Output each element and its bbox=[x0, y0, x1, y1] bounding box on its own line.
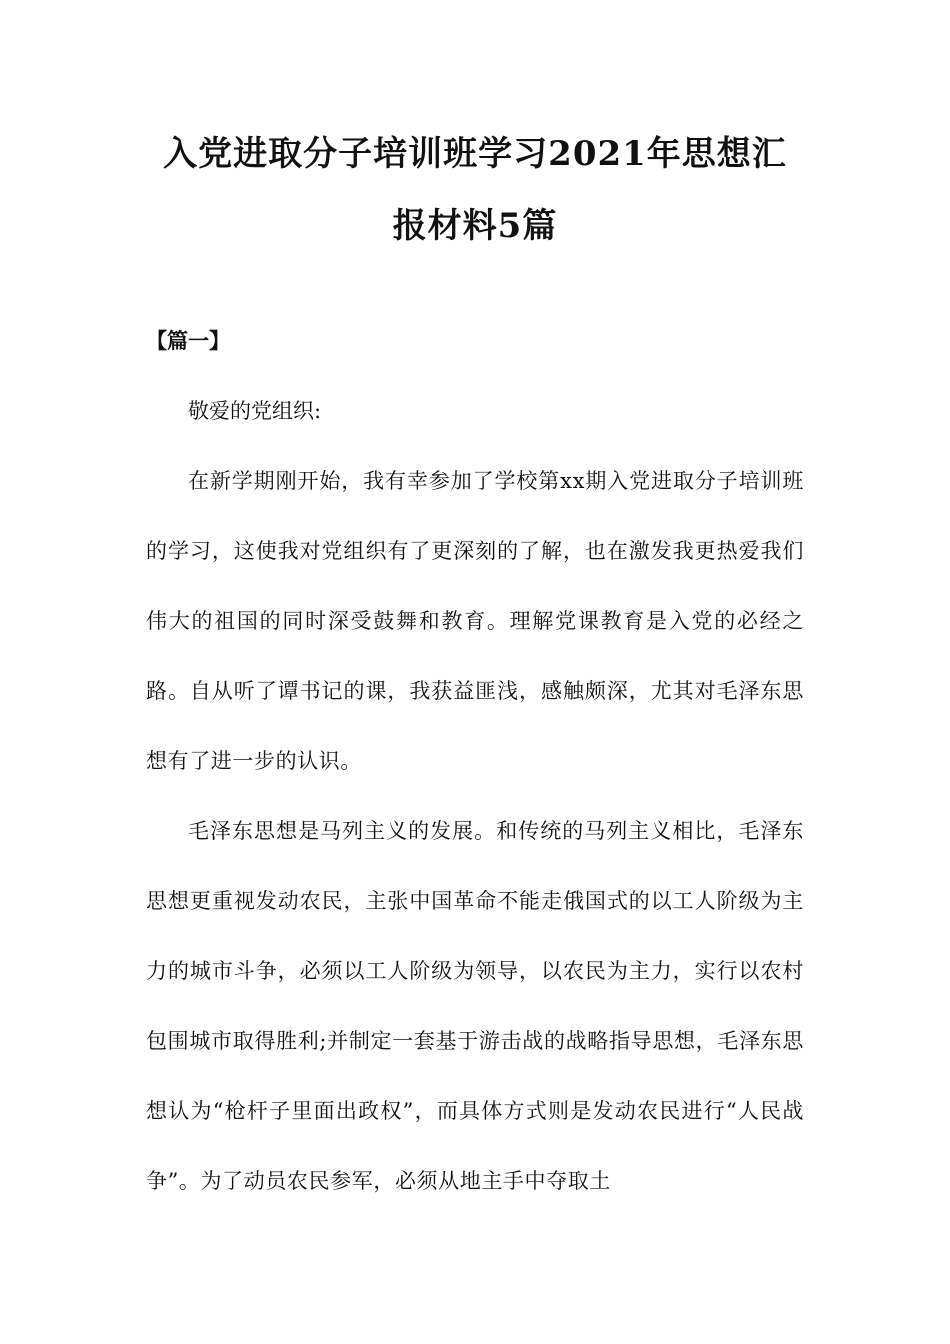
section-heading: 【篇一】 bbox=[146, 328, 230, 353]
salutation: 敬爱的党组织: bbox=[188, 399, 322, 423]
paragraph-2: 毛泽东思想是马列主义的发展。和传统的马列主义相比，毛泽东思想更重视发动农民，主张中国革命不能走俄国式的以工人阶级为主力的城市斗争，必须以工人阶级为领导，以农民为主力，实行以农村包围城市取得胜利;并制定一套基于游击战的战略指导思想，毛泽东思想认为“枪杆子里面出政权”，而具体方式则是发动农民进行“人民战争”。为了动员农民参军，必须从地主手中夺取土 bbox=[146, 819, 804, 1193]
paragraph-1: 在新学期刚开始，我有幸参加了学校第xx期入党进取分子培训班的学习，这使我对党组织有了更深刻的了解，也在激发我更热爱我们伟大的祖国的同时深受鼓舞和教育。理解党课教育是入党的必经之路。自从听了谭书记的课，我获益匪浅，感触颇深，尤其对毛泽东思想有了进一步的认识。 bbox=[146, 469, 804, 773]
document-title: 入党进取分子培训班学习2021年思想汇报材料5篇 bbox=[163, 134, 787, 246]
